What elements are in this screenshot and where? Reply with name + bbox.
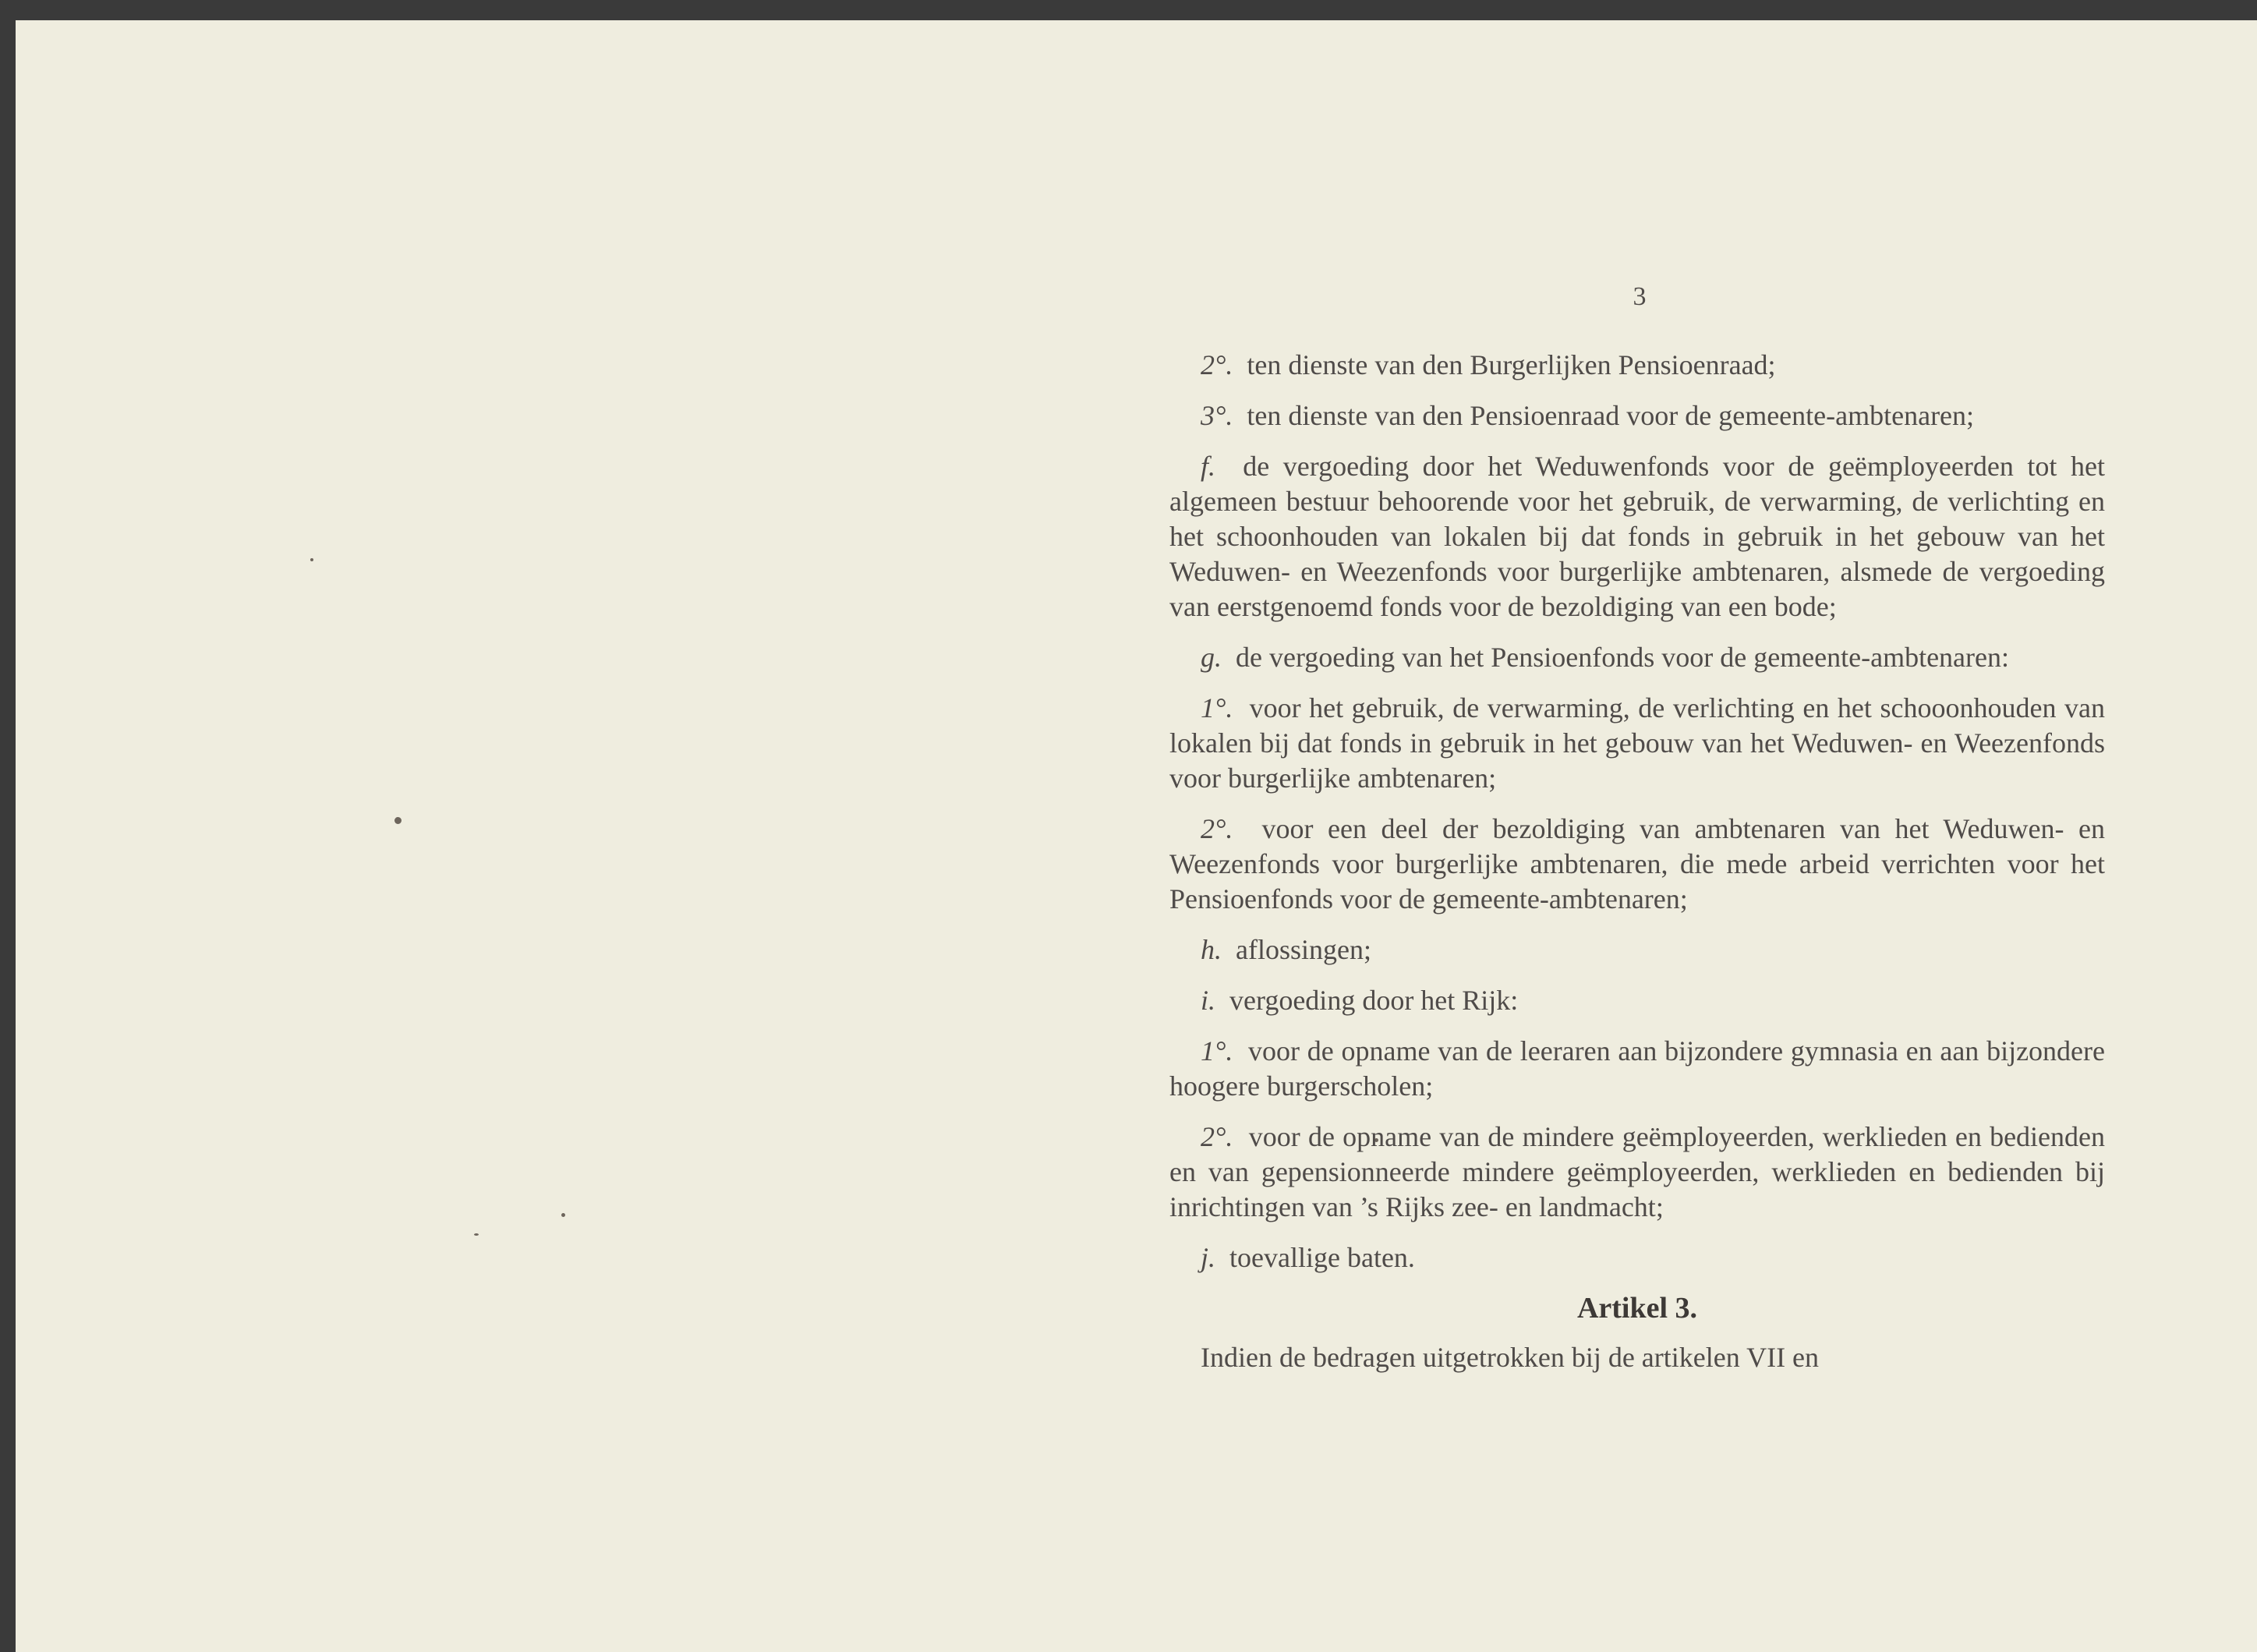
item-label: g. xyxy=(1201,642,1222,673)
paragraph xyxy=(1169,1120,2105,1225)
paragraph-text: voor de opname van de leeraren aan bijzondere gymnasia en aan bijzondere hoogere burgerscholen; xyxy=(1169,1035,2106,1102)
item-label: i. xyxy=(1201,985,1216,1016)
paragraph xyxy=(1169,983,2105,1018)
paragraph xyxy=(1169,640,2105,675)
item-label: h. xyxy=(1201,934,1222,965)
paragraph xyxy=(1169,398,2105,433)
paragraph-text: voor het gebruik, de verwarming, de verlichting en het schooonhouden van lokalen bij dat fonds in gebruik in het gebouw van het Weduwen- en Weezenfonds voor burgerlijke ambtenaren; xyxy=(1169,692,2106,794)
paragraph-text: de vergoeding door het Weduwenfonds voor de geëmployeerden tot het algemeen bestuur behoorende voor het gebruik, de verwarming, de verlichting en het schoonhouden van lokalen bij dat fonds in gebruik in het gebouw van het Weduwen- en Weezenfonds voor burgerlijke ambtenaren, alsmede de vergoeding van eerstgenoemd fonds voor de bezoldiging van een bode; xyxy=(1169,451,2105,622)
paragraph xyxy=(1169,1034,2105,1104)
page-number: 3 xyxy=(1633,282,1647,311)
article-heading: Artikel 3. xyxy=(1576,1292,1698,1325)
item-label: 1°. xyxy=(1201,1035,1233,1067)
paragraph xyxy=(1169,1240,2105,1275)
paragraph-text: voor de opname van de mindere geëmployeerden, werklieden en bedienden en van gepensionneerde mindere geëmployeerden, werklieden en bedienden bij inrichtingen van ’s Rijks zee- en landmacht; xyxy=(1169,1121,2106,1222)
item-label: 2°. xyxy=(1201,349,1233,380)
paper-speck xyxy=(561,1213,565,1217)
text-column xyxy=(1169,348,2105,1375)
paragraph xyxy=(1169,449,2105,624)
item-label: 1°. xyxy=(1201,692,1233,723)
paragraph-text: de vergoeding van het Pensioenfonds voor de gemeente-ambtenaren: xyxy=(1236,642,2010,673)
item-label: 3°. xyxy=(1201,400,1233,431)
paragraph-text: ten dienste van den Pensioenraad voor de gemeente-ambtenaren; xyxy=(1247,400,1975,431)
paragraph xyxy=(1169,348,2105,383)
paragraph-text: voor een deel der bezoldiging van ambtenaren van het Weduwen- en Weezenfonds voor burgerlijke ambtenaren, die mede arbeid verrichten voor het Pensioenfonds voor de gemeente-ambtenaren; xyxy=(1169,813,2106,914)
item-label: j. xyxy=(1201,1242,1216,1273)
paragraph-text: aflossingen; xyxy=(1236,934,1371,965)
paper-speck xyxy=(394,817,402,824)
item-label: 2°. xyxy=(1201,1121,1233,1152)
document-page xyxy=(16,20,2257,1652)
cut-off-line: Indien de bedragen uitgetrokken bij de artikelen VII en xyxy=(1201,1342,1820,1373)
paragraph-text: ten dienste van den Burgerlijken Pensioenraad; xyxy=(1247,349,1776,380)
item-label: f. xyxy=(1201,451,1216,482)
item-label: 2°. xyxy=(1201,813,1233,844)
paragraph-text: toevallige baten. xyxy=(1229,1242,1415,1273)
paragraph xyxy=(1169,932,2105,967)
paragraph xyxy=(1169,691,2105,796)
paper-speck xyxy=(310,558,313,561)
paper-speck xyxy=(474,1233,479,1236)
paragraph xyxy=(1169,812,2105,917)
paragraph-text: vergoeding door het Rijk: xyxy=(1229,985,1519,1016)
